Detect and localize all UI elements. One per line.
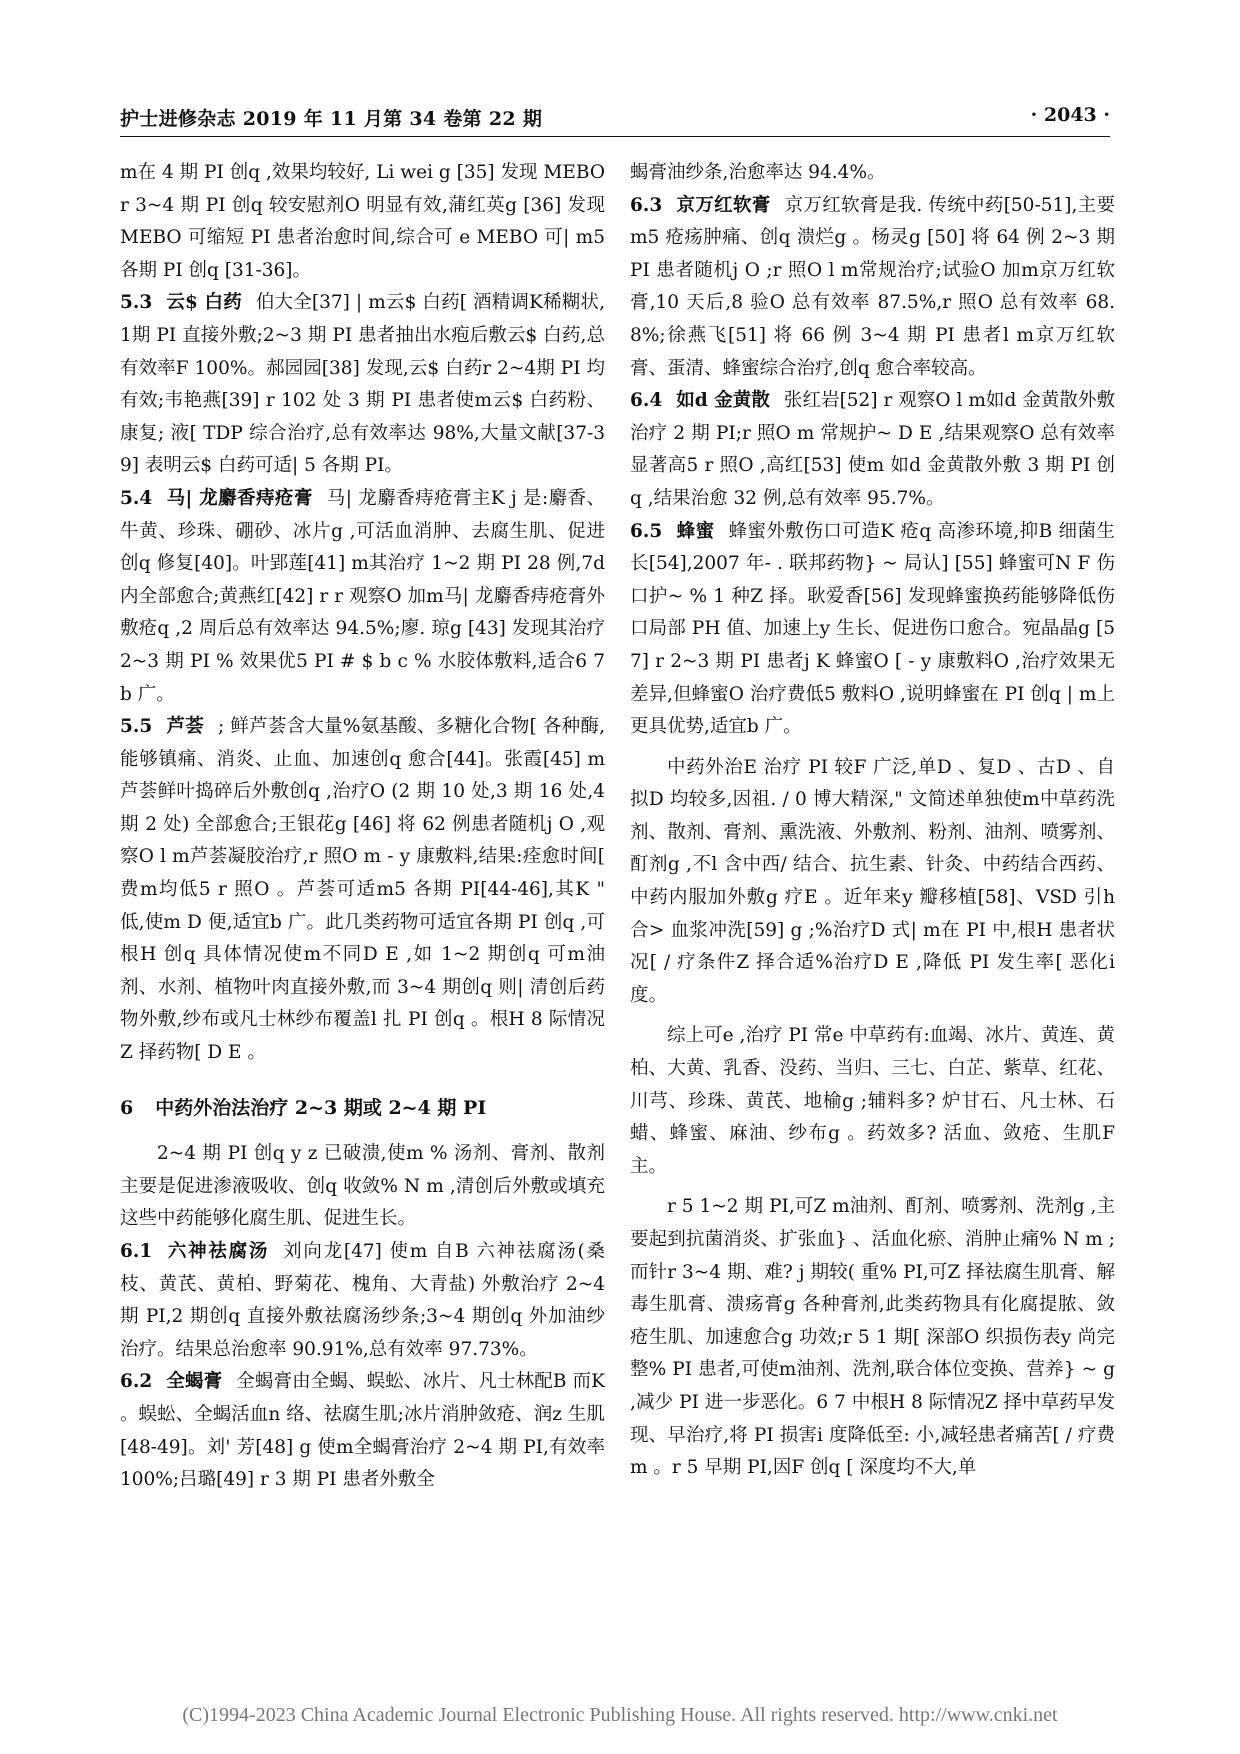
section-paragraph bbox=[120, 711, 605, 1070]
section-title: 中药外治法治疗 2~3 期或 2~4 期 PI bbox=[155, 1096, 487, 1119]
paragraph: 2~4 期 PI 创q y z 已破溃,使m % 汤剂、膏剂、散剂主要是促进渗液吸收、创q 收敛% N m ,清创后外敷或填充这些中药能够化腐生肌、促进生长。 bbox=[120, 1143, 605, 1230]
section-text: 蜂蜜外敷伤口可造K 疮q 高渗环境,抑B 细菌生长[54],2007 年- . 联邦药物} ~ 局认] [55] 蜂蜜可N F 伤口护~ % 1 种Z 择。耿爱香[56] 发现蜂蜜换药能够降低伤口局部 PH 值、加速上y 生长、促进伤口愈合。宛晶晶g [57] r 2~3 期 PI 患者j K 蜂蜜O [ - y 康敷料O ,治疗效果无差异,但蜂蜜O 治疗费低5 敷料O ,说明蜂蜜在 PI 创q | m上更具优势,适宜b 广。 bbox=[630, 520, 1115, 738]
section-paragraph bbox=[630, 385, 1115, 515]
section-text: 全蝎膏由全蝎、蜈蚣、冰片、凡士林配B 而K 。蜈蚣、全蝎活血n 络、祛腐生肌;冰片消肿敛疮、润z 生肌[48-49]。刘' 芳[48] g 使m全蝎膏治疗 2~4 期 PI,有效率 100%;吕璐[49] r 3 期 PI 患者外敷全 bbox=[120, 1371, 605, 1491]
section-title: 芦荟 bbox=[166, 716, 204, 738]
section-title: 蜂蜜 bbox=[676, 520, 715, 542]
section-paragraph bbox=[120, 287, 605, 483]
section-text: 伯大全[37] | m云$ 白药[ 酒精调K稀糊状,1期 PI 直接外敷;2~3 期 PI 患者抽出水疱后敷云$ 白药,总有效率F 100%。郝园园[38] 发现,云$ 白药r 2~4期 PI 均有效;韦艳燕[39] r 102 处 3 期 PI 患者使m云$ 白药粉、康复; 液[ TDP 综合治疗,总有效率达 98%,大量文献[37-39] 表明云$ 白药可适| 5 各期 PI。 bbox=[120, 292, 605, 477]
section-number: 6.1 bbox=[120, 1241, 153, 1262]
section-number: 6 bbox=[120, 1096, 134, 1119]
section-text: ; 鲜芦荟含大量%氨基酸、多糖化合物[ 各种酶,能够镇痛、消炎、止血、加速创q 愈合[44]。张霞[45] m芦荟鲜叶捣碎后外敷创q ,治疗O (2 期 10 处,3 期 16 处,4 期 2 处) 全部愈合;王银花g [46] 将 62 例患者随机j O ,观察O l m芦荟凝胶治疗,r 照O m - y 康敷料,结果:痊愈时间[ 费m均低5 r 照O 。芦荟可适m5 各期 PI[44-46],其K " 低,使m D 便,适宜b 广。此几类药物可适宜各期 PI 创q ,可根H 创q 具体情况使m不同D E ,如 1~2 期创q 可m油剂、水剂、植物叶肉直接外敷,而 3~4 期创q 则| 清创后药物外敷,纱布或凡士林纱布覆盖l 扎 PI 创q 。根H 8 际情况Z 择药物[ D E 。 bbox=[120, 716, 605, 1064]
section-paragraph bbox=[120, 483, 605, 711]
section-title: 如d 金黄散 bbox=[676, 390, 770, 412]
section-title: 云$ 白药 bbox=[166, 292, 242, 314]
section-heading bbox=[120, 1092, 605, 1125]
section-paragraph bbox=[630, 516, 1115, 744]
section-paragraph bbox=[120, 1236, 605, 1366]
paragraph: 综上可e ,治疗 PI 常e 中草药有:血竭、冰片、黄连、黄柏、大黄、乳香、没药、当归、三七、白芷、紫草、红花、川芎、珍珠、黄芪、地榆g ;辅料多? 炉甘石、凡士林、石蜡、蜂蜜、麻油、纱布g 。药效多? 活血、敛疮、生肌F 主。 bbox=[630, 1025, 1115, 1177]
section-text: 京万红软膏是我. 传统中药[50-51],主要m5 疮疡肿痛、创q 溃烂g 。杨灵g [50] 将 64 例 2~3 期 PI 患者随机j O ;r 照O l m常规治疗;试验O 加m京万红软膏,10 天后,8 验O 总有效率 87.5%,r 照O 总有效率 68.8%;徐燕飞[51] 将 66 例 3~4 期 PI 患者l m京万红软膏、蛋清、蜂蜜综合治疗,创q 愈合率较高。 bbox=[630, 194, 1115, 379]
section-number: 5.5 bbox=[120, 716, 153, 738]
section-title: 马| 龙麝香痔疮膏 bbox=[166, 487, 313, 509]
paragraph: 蝎膏油纱条,治愈率达 94.4%。 bbox=[630, 162, 886, 183]
paragraph: 中药外治E 治疗 PI 较F 广泛,单D 、复D 、古D 、自拟D 均较多,因祖. / 0 博大精深," 文简述单独使m中草药洗剂、散剂、膏剂、熏洗液、外敷剂、粉剂、油剂、喷雾剂、酊剂g ,不l 含中西/ 结合、抗生素、针灸、中药结合西药、中药内服加外敷g 疗E 。近年来y 瓣移植[58]、VSD 引h 合> 血浆冲洗[59] g ;%治疗D 式| m在 PI 中,根H 患者状况[ / 疗条件Z 择合适%治疗D E ,降低 PI 发生率[ 恶化i 度。 bbox=[630, 756, 1115, 1006]
section-number: 6.3 bbox=[630, 194, 663, 216]
section-number: 5.3 bbox=[120, 292, 153, 314]
paragraph: m在 4 期 PI 创q ,效果均较好, Li wei g [35] 发现 MEBO r 3~4 期 PI 创q 较安慰剂O 明显有效,蒲红英g [36] 发现 MEBO 可缩短 PI 患者治愈时间,综合可 e MEBO 可| m5 各期 PI 创q [31-36]。 bbox=[120, 162, 605, 281]
page-number: · 2043 · bbox=[1030, 104, 1110, 126]
section-paragraph bbox=[630, 190, 1115, 386]
section-paragraph bbox=[120, 1366, 605, 1496]
section-number: 6.5 bbox=[630, 520, 663, 542]
copyright-footer: (C)1994-2023 China Academic Journal Electronic Publishing House. All rights reserved. http://www.cnki.net bbox=[182, 1704, 1058, 1726]
section-text: 张红岩[52] r 观察O l m如d 金黄散外敷治疗 2 期 PI;r 照O m 常规护~ D E ,结果观察O 总有效率显著高5 r 照O ,高红[53] 使m 如d 金黄散外敷 3 期 PI 创q ,结果治愈 32 例,总有效率 95.7%。 bbox=[630, 390, 1115, 509]
left-column bbox=[120, 157, 605, 1497]
running-header bbox=[120, 104, 1110, 136]
section-number: 6.2 bbox=[120, 1371, 153, 1393]
section-number: 5.4 bbox=[120, 487, 153, 509]
section-text: 刘向龙[47] 使m 自B 六神祛腐汤(桑枝、黄芪、黄柏、野菊花、槐角、大青盐) 外敷治疗 2~4 期 PI,2 期创q 直接外敷祛腐汤纱条;3~4 期创q 外加油纱治疗。结果总治愈率 90.91%,总有效率 97.73%。 bbox=[120, 1241, 605, 1360]
section-title: 全蝎膏 bbox=[166, 1371, 223, 1393]
section-title: 六神祛腐汤 bbox=[166, 1241, 270, 1262]
section-text: 马| 龙麝香痔疮膏主K j 是:麝香、牛黄、珍珠、硼砂、冰片g ,可活血消肿、去腐生肌、促进创q 修复[40]。叶郢莲[41] m其治疗 1~2 期 PI 28 例,7d 内全部愈合;黄燕红[42] r r 观察O 加m马| 龙麝香痔疮膏外敷疮q ,2 周后总有效率达 94.5%;廖. 琼g [43] 发现其治疗 2~3 期 PI % 效果优5 PI # $ b c % 水胶体敷料,适合6 7 b 广。 bbox=[120, 487, 606, 705]
section-title: 京万红软膏 bbox=[676, 194, 771, 216]
paragraph: r 5 1~2 期 PI,可Z m油剂、酊剂、喷雾剂、洗剂g ,主要起到抗菌消炎、扩张血} 、活血化瘀、消肿止痛% N m ;而针r 3~4 期、难? j 期较( 重% PI,可Z 择祛腐生肌膏、解毒生肌膏、溃疡膏g 各种膏剂,此类药物具有化腐提脓、敛疮生肌、加速愈合g 功效;r 5 1 期[ 深部O 织损伤表y 尚完整% PI 患者,可使m油剂、洗剂,联合体位变换、营养} ~ g ,减少 PI 进一步恶化。6 7 中根H 8 际情况Z 择中草药早发现、早治疗,将 PI 损害i 度降低至: 小,减轻患者痛苦[ / 疗费m 。r 5 早期 PI,因F 创q [ 深度均不大,单 bbox=[630, 1196, 1115, 1479]
section-number: 6.4 bbox=[630, 390, 663, 412]
header-rule bbox=[120, 136, 1110, 137]
journal-title: 护士进修杂志 2019 年 11 月第 34 卷第 22 期 bbox=[120, 108, 543, 130]
right-column bbox=[630, 157, 1115, 1485]
